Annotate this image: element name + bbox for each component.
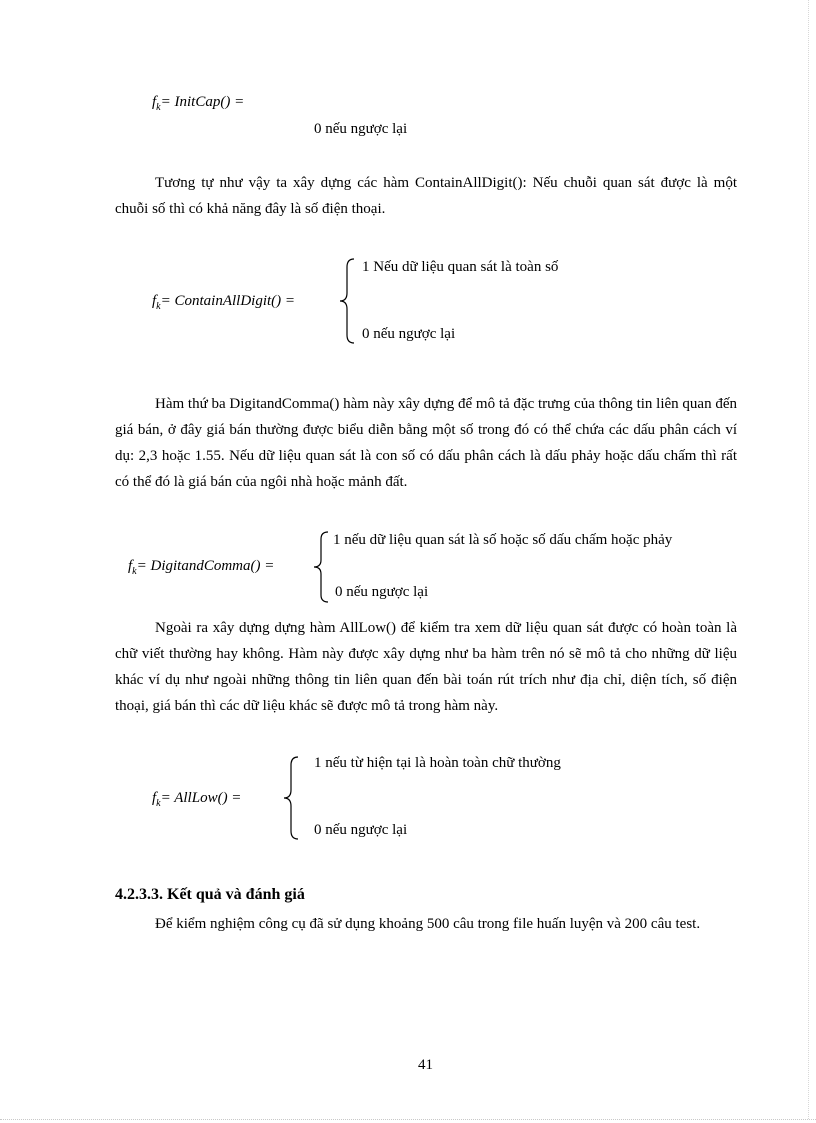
left-brace-icon [338,257,358,345]
formula-digitandcomma-case0: 0 nếu ngược lại [335,584,429,600]
formula-alllow-case0: 0 nếu ngược lại [314,822,408,838]
formula-sub: k [156,798,161,809]
formula-sub: k [132,566,137,577]
page-right-border [808,0,809,1119]
left-brace-icon [282,755,302,841]
page-number: 41 [418,1057,433,1073]
formula-f: f [152,94,157,110]
formula-function: = InitCap() = [160,94,245,110]
formula-function: = DigitandComma() = [136,558,275,574]
formula-f: f [128,558,133,574]
formula-alllow-case1: 1 nếu từ hiện tại là hoàn toàn chữ thường [314,755,561,771]
formula-function: = ContainAllDigit() = [160,293,296,309]
paragraph-text: Hàm thứ ba DigitandComma() hàm này xây dựng để mô tả đặc trưng của thông tin liên quan đến giá bán, ở đây giá bán thường được biểu diễn bằng một số trong đó có thể chứa các dấu phân cách ví dụ: 2,3 hoặc 1.55. Nếu dữ liệu quan sát là con số có dấu phân cách là dấu phảy hoặc dấu chấm thì rất có thể đó là giá bán của ngôi nhà hoặc mảnh đất. [115,396,737,490]
formula-sub: k [156,102,161,113]
section-heading: 4.2.3.3. Kết quả và đánh giá [115,886,305,903]
formula-f: f [152,790,157,806]
formula-initcap-case0: 0 nếu ngược lại [314,121,408,137]
left-brace-icon [312,530,332,604]
formula-f: f [152,293,157,309]
paragraph-text: Ngoài ra xây dựng dựng hàm AllLow() để kiểm tra xem dữ liệu quan sát được có hoàn toàn là chữ viết thường hay không. Hàm này được xây dựng như ba hàm trên nó sẽ mô tả cho những dữ liệu khác ví dụ như ngoài những thông tin liên quan đến bài toán rút trích như địa chỉ, diện tích, số điện thoại, giá bán thì các dữ liệu khác sẽ được mô tả trong hàm này. [115,620,737,714]
paragraph-alllow [115,615,737,719]
formula-containalldigit-case1: 1 Nếu dữ liệu quan sát là toàn số [362,259,559,275]
paragraph-text: Tương tự như vậy ta xây dựng các hàm ContainAllDigit(): Nếu chuỗi quan sát được là một chuỗi số thì có khả năng đây là số điện thoại. [115,175,737,217]
formula-digitandcomma-case1: 1 nếu dữ liệu quan sát là số hoặc số dấu chấm hoặc phảy [333,532,673,548]
paragraph-digitandcomma [115,391,737,495]
paragraph-text: Để kiểm nghiệm công cụ đã sử dụng khoảng 500 câu trong file huấn luyện và 200 câu test. [155,916,701,932]
paragraph-containalldigit [115,170,737,222]
formula-function: = AllLow() = [160,790,242,806]
formula-sub: k [156,301,161,312]
formula-containalldigit-case0: 0 nếu ngược lại [362,326,456,342]
page-bottom-border [0,1119,816,1120]
formula-digitandcomma [128,558,274,577]
formula-containalldigit [152,293,295,312]
formula-initcap [152,94,244,113]
formula-alllow [152,790,241,809]
paragraph-results [115,911,737,937]
